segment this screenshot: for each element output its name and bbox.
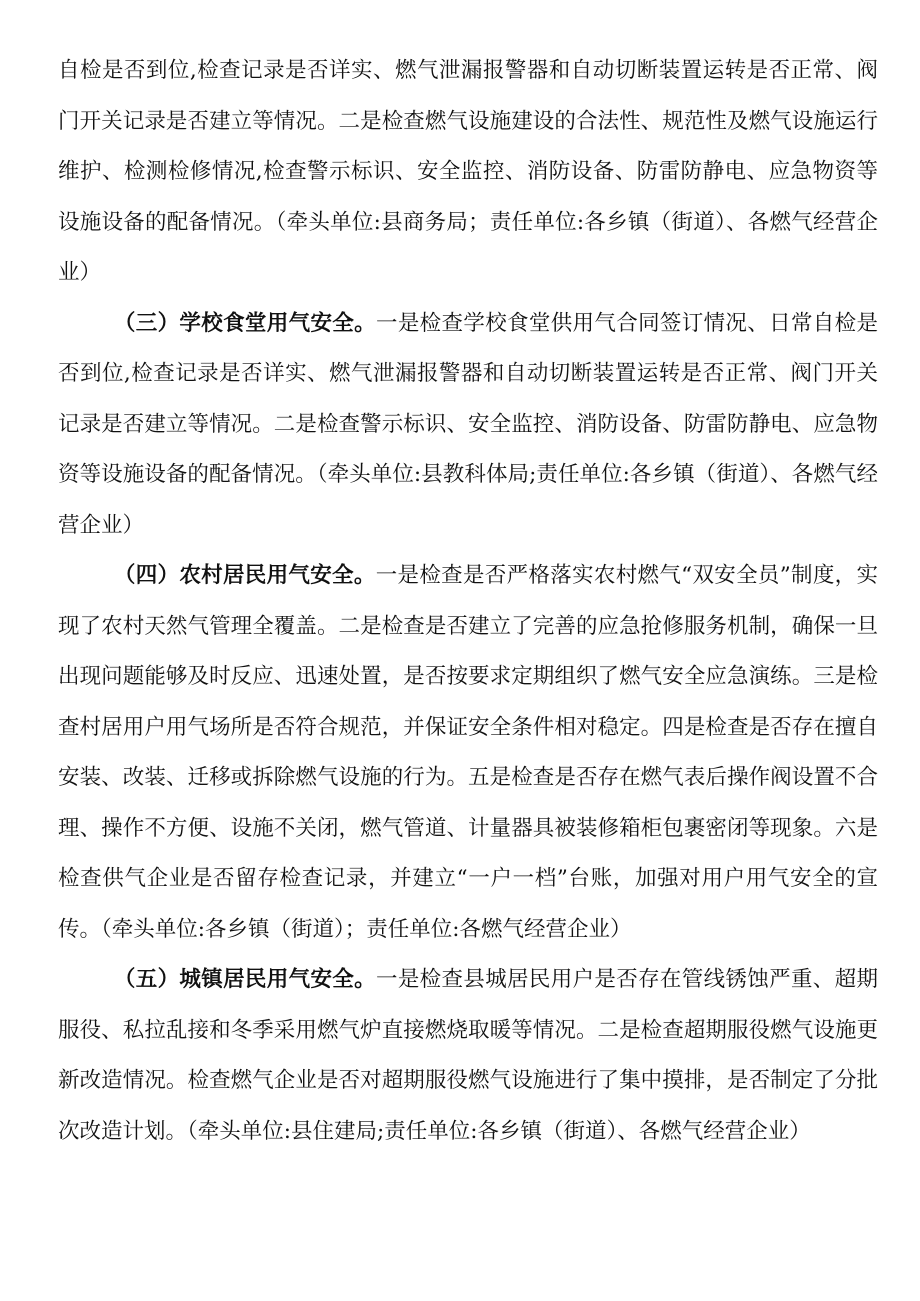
continuation-paragraph: 自检是否到位,检查记录是否详实、燃气泄漏报警器和自动切断装置运转是否正常、阀门开关记录是否建立等情况。二是检查燃气设施建设的合法性、规范性及燃气设施运行维护、检测检修情况,检查警示标识、安全监控、消防设备、防雷防静电、应急物资等设施设备的配备情况。（牵头单位:县商务局；责任单位:各乡镇（街道）、各燃气经营企业） [58, 58, 878, 285]
section-five-paragraph [58, 955, 878, 1157]
document-page [58, 46, 878, 1157]
section-three-body: 一是检查学校食堂供用气合同签订情况、日常自检是否到位,检查记录是否详实、燃气泄漏报警器和自动切断装置运转是否正常、阀门开关记录是否建立等情况。二是检查警示标识、安全监控、消防设备、防雷防静电、应急物资等设施设备的配备情况。（牵头单位:县教科体局;责任单位:各乡镇（街道）、各燃气经营企业） [58, 310, 878, 538]
section-three-heading: （三）学校食堂用气安全。 [113, 310, 376, 336]
section-four-body: 一是检查是否严格落实农村燃气“双安全员”制度，实现了农村天然气管理全覆盖。二是检查是否建立了完善的应急抢修服务机制，确保一旦出现问题能够及时反应、迅速处置，是否按要求定期组织了燃气安全应急演练。三是检查村居用户用气场所是否符合规范，并保证安全条件相对稳定。四是检查是否存在擅自安装、改装、迁移或拆除燃气设施的行为。五是检查是否存在燃气表后操作阀设置不合理、操作不方便、设施不关闭，燃气管道、计量器具被装修箱柜包裹密闭等现象。六是检查供气企业是否留存检查记录，并建立“一户一档”台账，加强对用户用气安全的宣传。（牵头单位:各乡镇（街道）；责任单位:各燃气经营企业） [58, 563, 878, 942]
section-five-body: 一是检查县城居民用户是否存在管线锈蚀严重、超期服役、私拉乱接和冬季采用燃气炉直接燃烧取暖等情况。二是检查超期服役燃气设施更新改造情况。检查燃气企业是否对超期服役燃气设施进行了集中摸排，是否制定了分批次改造计划。（牵头单位:县住建局;责任单位:各乡镇（街道）、各燃气经营企业） [58, 967, 878, 1144]
section-four-heading: （四）农村居民用气安全。 [113, 563, 376, 588]
section-four-paragraph [58, 551, 878, 955]
section-three-paragraph [58, 299, 878, 552]
section-five-heading: （五）城镇居民用气安全。 [113, 967, 376, 992]
